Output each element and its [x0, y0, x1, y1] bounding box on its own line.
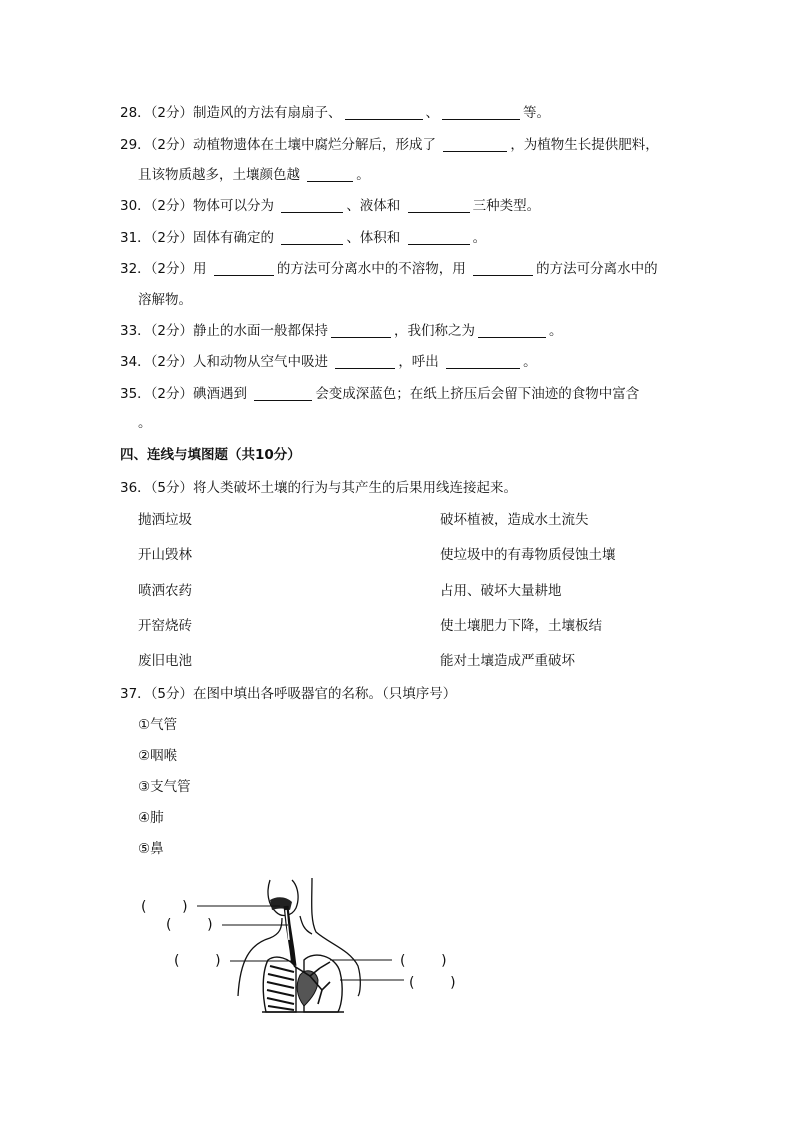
- question-28: 28．（2分）制造风的方法有扇扇子、 、 等。: [120, 105, 551, 121]
- question-32-line2: 溶解物。: [138, 292, 192, 308]
- lungs: [262, 955, 344, 1012]
- organ-option: ②咽喉: [138, 748, 178, 764]
- answer-bracket[interactable]: ( ): [166, 917, 213, 933]
- action-item[interactable]: 开窑烧砖: [138, 618, 192, 634]
- question-31: 31．（2分）固体有确定的 、体积和 。: [120, 230, 487, 246]
- question-35: 35．（2分）碘酒遇到 会变成深蓝色；在纸上挤压后会留下油迹的食物中富含: [120, 386, 640, 402]
- question-29-line2: 且该物质越多，土壤颜色越 。: [138, 167, 370, 183]
- question-35-line2: 。: [138, 415, 152, 431]
- question-34: 34．（2分）人和动物从空气中吸进 ，呼出 。: [120, 354, 537, 370]
- answer-bracket[interactable]: ( ): [409, 975, 456, 991]
- consequence-item[interactable]: 使垃圾中的有毒物质侵蚀土壤: [440, 547, 616, 563]
- action-item[interactable]: 废旧电池: [138, 653, 192, 669]
- answer-bracket[interactable]: ( ): [141, 899, 188, 915]
- action-item[interactable]: 喷洒农药: [138, 583, 192, 599]
- question-29: 29．（2分）动植物遗体在土壤中腐烂分解后，形成了 ，为植物生长提供肥料，: [120, 137, 659, 153]
- organ-option: ④肺: [138, 810, 164, 826]
- question-37: 37．（5分）在图中填出各呼吸器官的名称。（只填序号）: [120, 686, 457, 702]
- consequence-item[interactable]: 占用、破坏大量耕地: [440, 583, 562, 599]
- action-item[interactable]: 开山毁林: [138, 547, 192, 563]
- organ-option: ①气管: [138, 717, 178, 733]
- consequence-item[interactable]: 破坏植被，造成水土流失: [440, 512, 589, 528]
- consequence-item[interactable]: 能对土壤造成严重破坏: [440, 653, 575, 669]
- question-36: 36．（5分）将人类破坏土壤的行为与其产生的后果用线连接起来。: [120, 480, 518, 496]
- consequence-item[interactable]: 使土壤肥力下降，土壤板结: [440, 618, 602, 634]
- question-30: 30．（2分）物体可以分为 、液体和 三种类型。: [120, 198, 541, 214]
- answer-bracket[interactable]: ( ): [174, 953, 221, 969]
- section-title: 四、连线与填图题（共10分）: [120, 447, 301, 463]
- answer-bracket[interactable]: ( ): [400, 953, 447, 969]
- organ-option: ⑤鼻: [138, 841, 164, 857]
- action-item[interactable]: 抛洒垃圾: [138, 512, 192, 528]
- organ-option: ③支气管: [138, 779, 191, 795]
- trachea: [286, 906, 294, 966]
- question-32: 32．（2分）用 的方法可分离水中的不溶物，用 的方法可分离水中的: [120, 261, 658, 277]
- question-33: 33．（2分）静止的水面一般都保持 ，我们称之为 。: [120, 323, 563, 339]
